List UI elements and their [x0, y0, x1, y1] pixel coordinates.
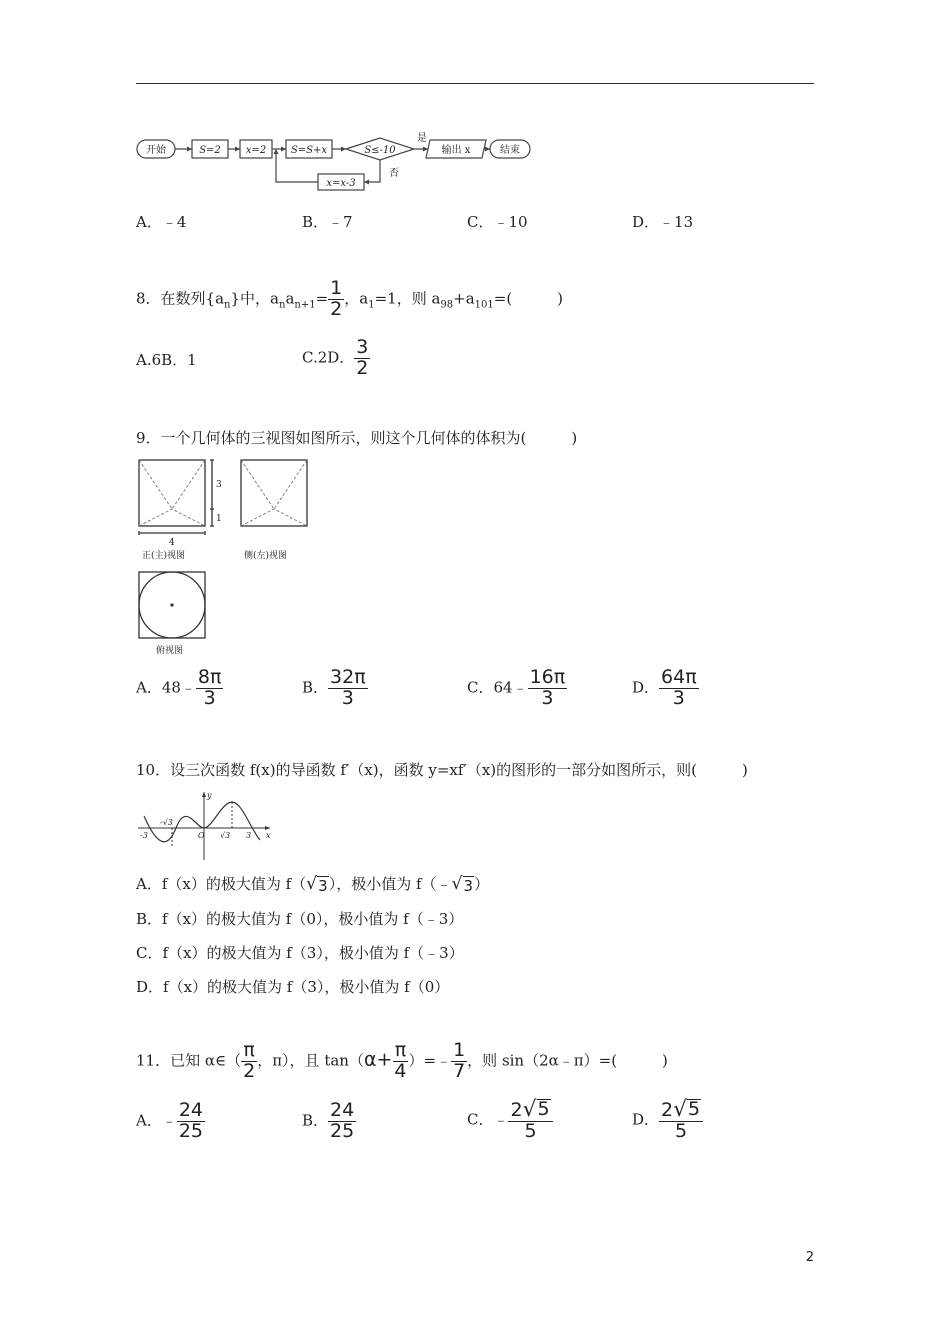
- option-value: ﹣13: [659, 213, 694, 231]
- q7-option-d[interactable]: [632, 211, 693, 232]
- flow-x-init-text: x=2: [245, 145, 267, 156]
- flow-output-text: 输出 x: [441, 145, 471, 156]
- top-view-center-dot: [170, 603, 173, 606]
- option-label: C．: [467, 213, 494, 231]
- flow-end-text: 结束: [500, 145, 520, 156]
- graph-sqrt3-label: √3: [220, 831, 231, 840]
- q8-fraction: $\frac{1}{2}$: [330, 277, 343, 320]
- flow-s-update-text: S=S+x: [290, 145, 328, 156]
- dim-4: 4: [169, 538, 175, 548]
- q7-option-c[interactable]: [467, 211, 528, 232]
- three-view-figure: [134, 455, 314, 665]
- flowchart: [134, 130, 534, 194]
- q11-option-c[interactable]: C．﹣ 2 √ 5 5: [467, 1099, 553, 1142]
- page-number: 2: [805, 1250, 814, 1265]
- side-view-square: [241, 460, 307, 526]
- option-label: D．: [632, 213, 660, 231]
- q8-options-cd[interactable]: C.2D． $\frac{3}{2}$: [302, 336, 369, 379]
- q9-option-a[interactable]: A．48﹣ $\frac{8\pi}{3}$: [136, 666, 222, 709]
- flow-no-text: 否: [389, 168, 399, 179]
- q11-option-d[interactable]: D． 2 √ 5 5: [632, 1099, 703, 1142]
- derivative-graph: [136, 788, 278, 864]
- flow-x-update-text: x=x-3: [326, 178, 356, 189]
- front-view-square: [139, 460, 205, 526]
- q9-option-d[interactable]: D． $\frac{64\pi}{3}$: [632, 666, 697, 709]
- q10-option-c[interactable]: C．f（x）的极大值为 f（3），极小值为 f（﹣3）: [136, 944, 464, 962]
- graph-negsqrt3-label: -√3: [160, 818, 173, 827]
- dim-1: 1: [216, 514, 222, 524]
- graph-origin-label: O: [198, 831, 205, 840]
- flow-condition-text: S≤-10: [364, 145, 396, 156]
- side-view-caption: 侧(左)视图: [244, 551, 288, 561]
- graph-pos3-label: 3: [246, 831, 252, 840]
- q11-stem: 11．已知 α∈（ $\frac{\pi}{2}$ ，π），且 tan（α+ $\frac{\pi}{4}$ ）=﹣ $\frac{1}{7}$ ，则 sin（2α﹣π）=( ): [136, 1039, 668, 1082]
- q11-option-b[interactable]: B． $\frac{24}{25}$: [302, 1099, 355, 1142]
- flow-yes-text: 是: [417, 133, 427, 144]
- q7-option-a[interactable]: [136, 211, 186, 232]
- q9-stem: 9．一个几何体的三视图如图所示，则这个几何体的体积为( ): [136, 429, 578, 447]
- option-label: B．: [302, 213, 329, 231]
- q11-option-a[interactable]: A．﹣ $\frac{24}{25}$: [136, 1099, 204, 1142]
- q9-option-c[interactable]: C．64﹣ $\frac{16\pi}{3}$: [467, 666, 566, 709]
- q10-option-b[interactable]: B．f（x）的极大值为 f（0），极小值为 f（﹣3）: [136, 910, 464, 928]
- graph-y-label: y: [207, 791, 212, 800]
- option-value: ﹣10: [493, 213, 528, 231]
- graph-neg3-label: -3: [140, 831, 148, 840]
- q8-options-ab[interactable]: A.6B．1: [136, 351, 197, 369]
- option-value: ﹣7: [328, 213, 353, 231]
- q10-option-a[interactable]: A．f（x）的极大值为 f（ √ 3 ），极小值为 f（﹣ √ 3 ）: [136, 874, 490, 895]
- q7-option-b[interactable]: [302, 211, 353, 232]
- q10-option-d[interactable]: D．f（x）的极大值为 f（3），极小值为 f（0）: [136, 978, 450, 996]
- graph-x-label: x: [266, 831, 271, 840]
- dim-3: 3: [216, 480, 222, 490]
- option-value: ﹣4: [161, 213, 187, 231]
- top-view-caption: 俯视图: [156, 646, 184, 656]
- q9-option-b[interactable]: B． $\frac{32\pi}{3}$: [302, 666, 366, 709]
- flow-s-init-text: S=2: [199, 145, 221, 156]
- option-label: A．: [136, 213, 162, 231]
- header-rule: [136, 83, 814, 84]
- front-view-caption: 正(主)视图: [142, 551, 186, 561]
- flow-start-text: 开始: [146, 145, 166, 156]
- q8-stem: 8．在数列$\{a_n\}$中，$a_na_{n+1}=$ $\frac{1}{2}$ ，$a_1=1$，则 $a_{98}+a_{101}=$( ): [136, 277, 564, 320]
- q10-stem: 10．设三次函数 f(x)的导函数 f′（x)，函数 y=xf′（x)的图形的一部分如图所示，则( ): [136, 761, 748, 779]
